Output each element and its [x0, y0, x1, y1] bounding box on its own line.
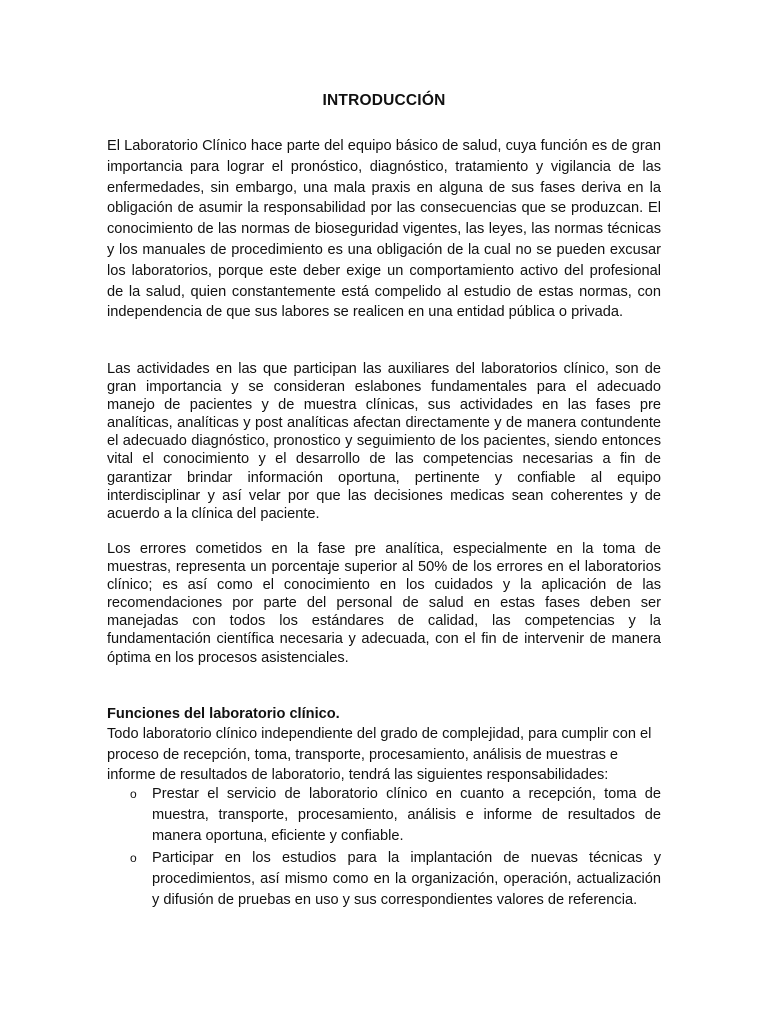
responsibilities-list — [107, 784, 661, 911]
list-item-text: Prestar el servicio de laboratorio clínico en cuanto a recepción, toma de muestra, transporte, procesamiento, análisis e informe de resultados de manera oportuna, eficiente y confiable. — [152, 786, 661, 844]
section-intro-paragraph: Todo laboratorio clínico independiente del grado de complejidad, para cumplir con el proceso de recepción, toma, transporte, procesamiento, análisis de muestras e informe de resultados de laboratorio, tendrá las siguientes responsabilidades: — [107, 726, 652, 783]
page-title: INTRODUCCIÓN — [322, 92, 446, 109]
list-item — [107, 784, 661, 847]
hollow-circle-bullet-icon: o — [130, 787, 137, 801]
list-item — [107, 848, 661, 911]
intro-paragraph-2: Las actividades en las que participan las auxiliares del laboratorios clínico, son de gran importancia y se consideran eslabones fundamentales para el adecuado manejo de pacientes y de muestra clínicas, sus actividades en las fases pre analíticas, analíticas y post analíticas afectan directamente y de manera contundente el adecuado diagnóstico, pronostico y seguimiento de los pacientes, siendo entonces vital el conocimiento y el desarrollo de las competencias necesarias a fin de garantizar brindar información oportuna, pertinente y confiable al equipo interdisciplinar y así velar por que las decisiones medicas sean coherentes y de acuerdo a la clínica del paciente. — [107, 361, 661, 522]
section-heading: Funciones del laboratorio clínico. — [107, 706, 340, 722]
list-item-text: Participar en los estudios para la implantación de nuevas técnicas y procedimientos, así mismo como en la organización, operación, actualización y difusión de pruebas en uso y sus correspondientes valores de referencia. — [152, 850, 661, 908]
intro-paragraph-1: El Laboratorio Clínico hace parte del equipo básico de salud, cuya función es de gran importancia para lograr el pronóstico, diagnóstico, tratamiento y vigilancia de las enfermedades, sin embargo, una mala praxis en alguna de sus fases deriva en la obligación de asumir la responsabilidad por las consecuencias que se produzcan. El conocimiento de las normas de bioseguridad vigentes, las leyes, las normas técnicas y los manuales de procedimiento es una obligación de la cual no se pueden excusar los laboratorios, porque este deber exige un comportamiento activo del profesional de la salud, quien constantemente está compelido al estudio de estas normas, con independencia de que sus labores se realicen en una entidad pública o privada. — [107, 138, 661, 321]
hollow-circle-bullet-icon: o — [130, 851, 137, 865]
intro-paragraph-3: Los errores cometidos en la fase pre analítica, especialmente en la toma de muestras, representa un porcentaje superior al 50% de los errores en el laboratorios clínico; es así como el conocimiento en los cuidados y la aplicación de las recomendaciones por parte del personal de salud en estas fases deben ser manejadas con todos los estándares de calidad, las competencias y la fundamentación científica necesaria y adecuada, con el fin de intervenir de manera óptima en los procesos asistenciales. — [107, 541, 661, 666]
